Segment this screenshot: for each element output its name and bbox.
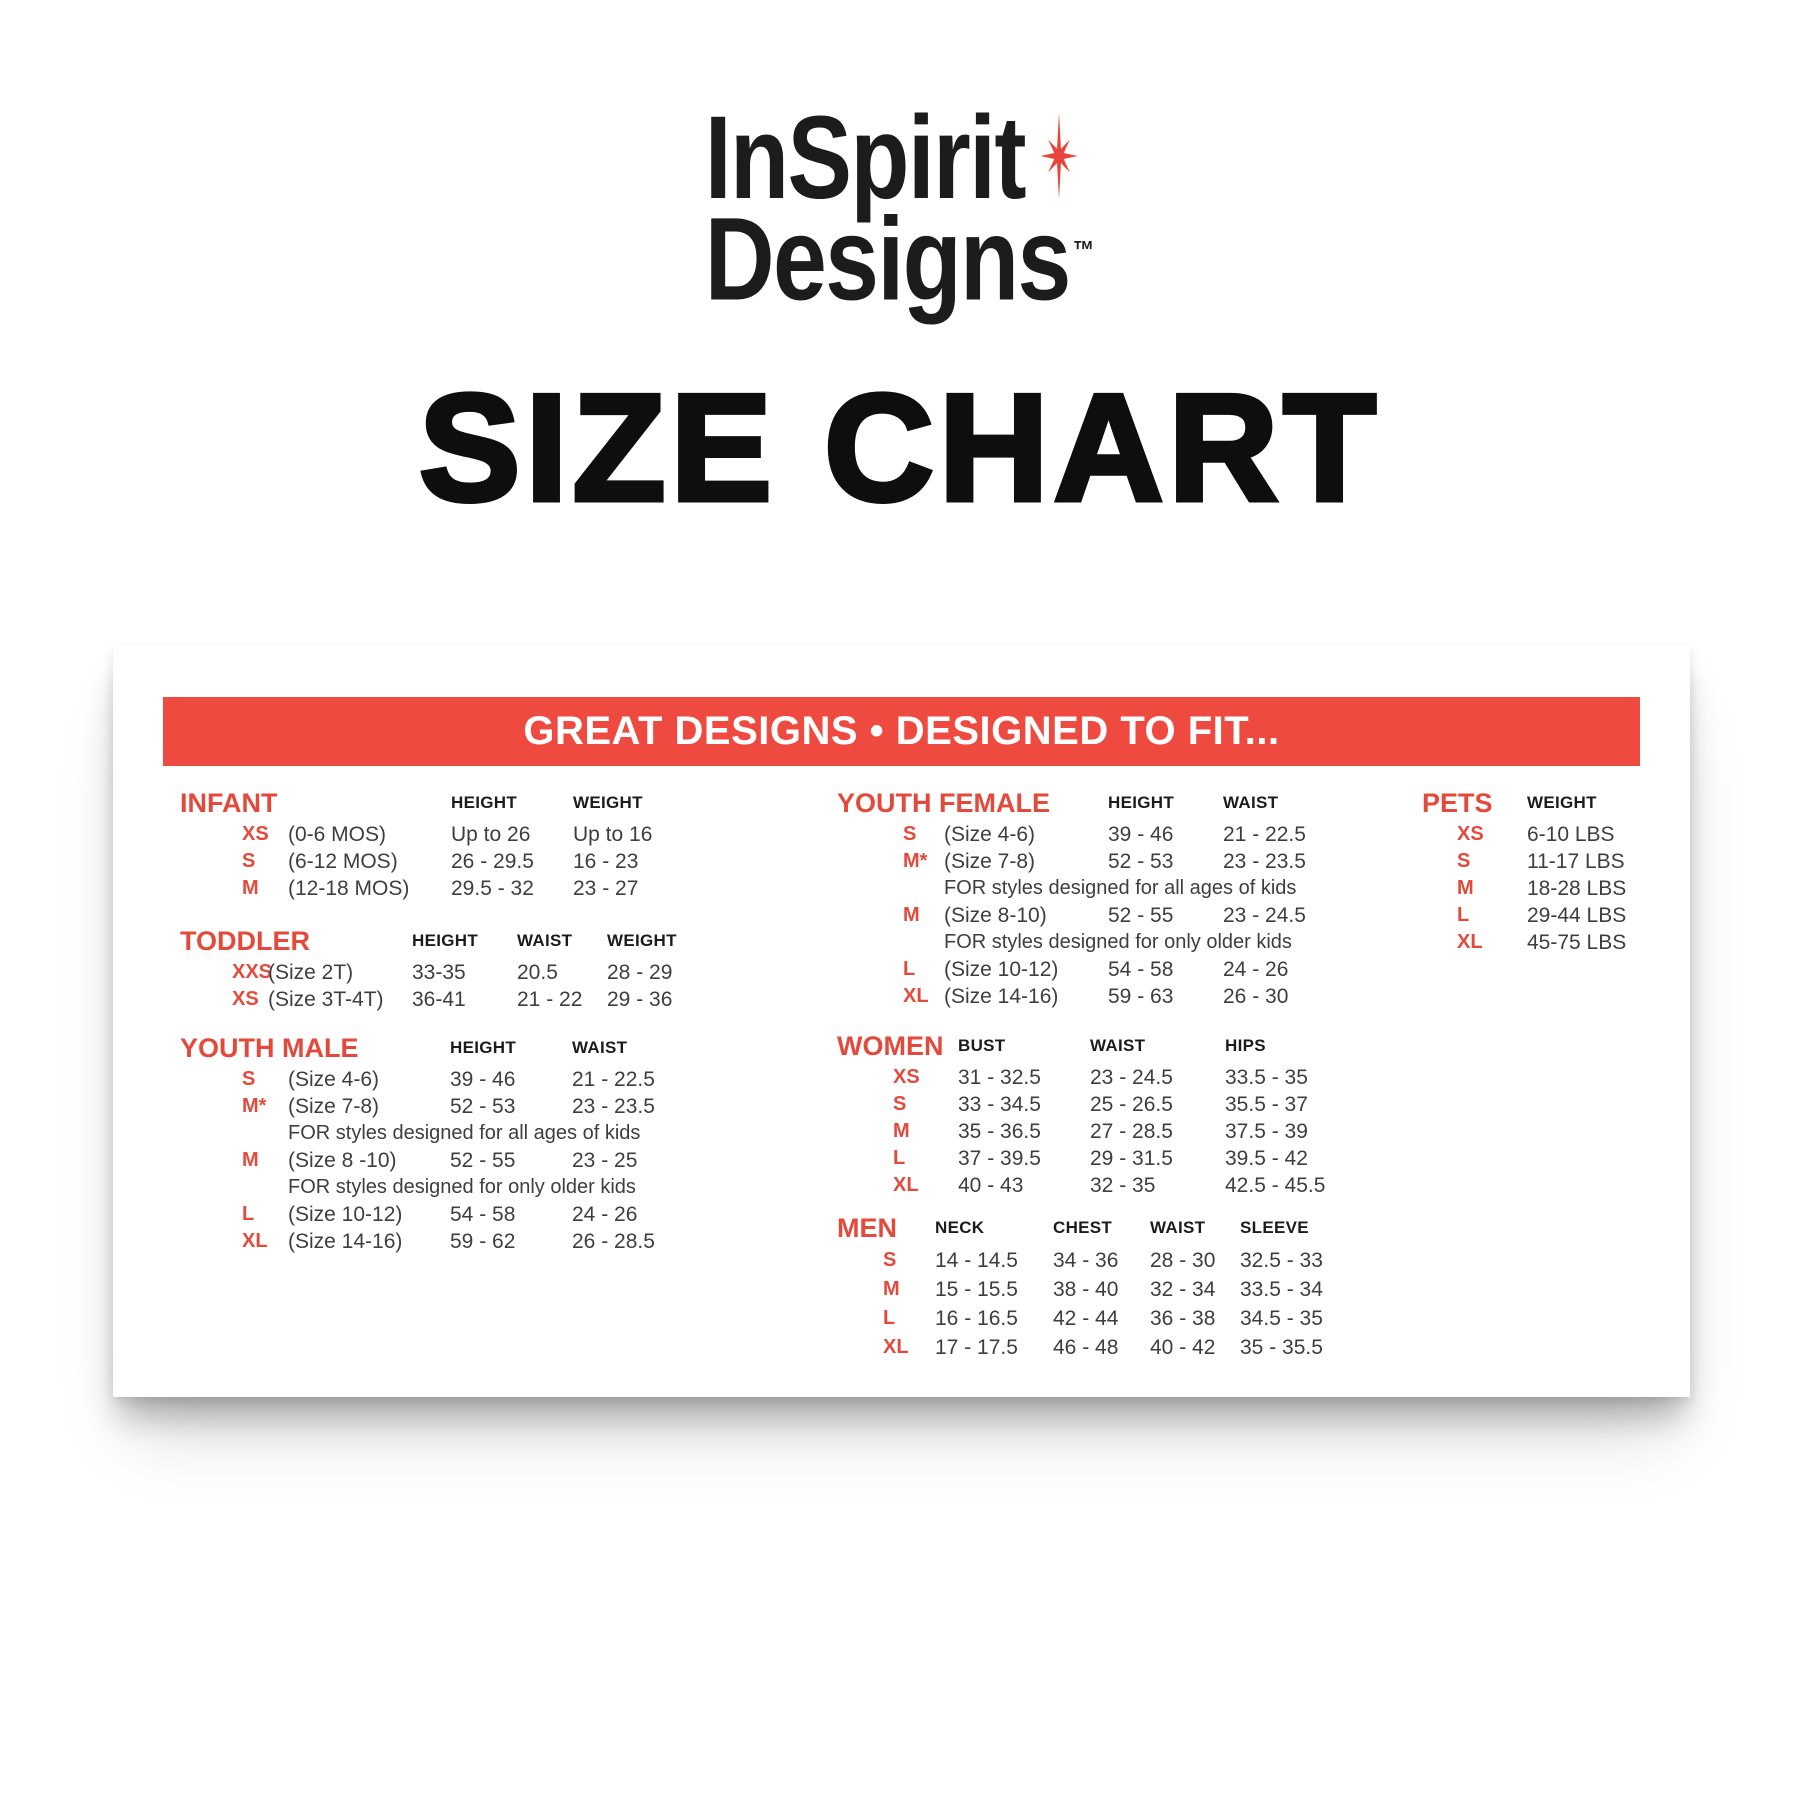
measurement-value: 6-10 LBS <box>1527 822 1615 846</box>
size-description: (6-12 MOS) <box>288 849 398 873</box>
size-label: XL <box>1457 931 1483 953</box>
measurement-value: 11-17 LBS <box>1527 849 1625 873</box>
measurement-value: 23 - 25 <box>572 1148 638 1172</box>
size-label: S <box>1457 850 1471 872</box>
size-label: S <box>883 1249 897 1271</box>
size-description: (12-18 MOS) <box>288 876 410 900</box>
size-label: L <box>242 1203 255 1225</box>
column-header: WAIST <box>1090 1036 1146 1055</box>
column-header: WEIGHT <box>607 931 677 950</box>
logo-line-2 <box>705 193 1095 326</box>
measurement-value: 40 - 43 <box>958 1173 1024 1197</box>
size-label: XS <box>1457 823 1484 845</box>
size-label: XL <box>893 1174 919 1196</box>
section-title: YOUTH MALE <box>180 1032 359 1063</box>
measurement-value: 20.5 <box>517 960 558 984</box>
measurement-value: 23 - 27 <box>573 876 639 900</box>
size-label: M* <box>242 1095 267 1117</box>
measurement-value: 45-75 LBS <box>1527 930 1627 954</box>
measurement-value: 16 - 16.5 <box>935 1306 1018 1330</box>
measurement-value: 38 - 40 <box>1053 1277 1119 1301</box>
column-header: WAIST <box>517 931 573 950</box>
size-label: M <box>883 1278 900 1300</box>
size-description: (Size 10-12) <box>288 1202 403 1226</box>
measurement-value: 32.5 - 33 <box>1240 1248 1323 1272</box>
size-description: (Size 2T) <box>268 960 354 984</box>
measurement-value: 37.5 - 39 <box>1225 1119 1308 1143</box>
trademark-symbol: ™ <box>1073 235 1095 265</box>
measurement-value: 52 - 53 <box>1108 849 1174 873</box>
size-label: XL <box>242 1230 268 1252</box>
measurement-value: 23 - 24.5 <box>1090 1065 1173 1089</box>
measurement-value: 52 - 53 <box>450 1094 516 1118</box>
measurement-value: 16 - 23 <box>573 849 639 873</box>
measurement-value: 59 - 62 <box>450 1229 516 1253</box>
size-label: XS <box>242 823 269 845</box>
measurement-value: 36-41 <box>412 987 466 1011</box>
measurement-value: 31 - 32.5 <box>958 1065 1041 1089</box>
measurement-value: 28 - 30 <box>1150 1248 1216 1272</box>
section-title: YOUTH FEMALE <box>837 787 1050 818</box>
size-description: (Size 8 -10) <box>288 1148 397 1172</box>
measurement-value: 21 - 22.5 <box>572 1067 655 1091</box>
measurement-value: 24 - 26 <box>1223 957 1289 981</box>
column-header: WAIST <box>572 1038 628 1057</box>
size-label: S <box>893 1093 907 1115</box>
size-description: (Size 3T-4T) <box>268 987 384 1011</box>
section-toddler <box>180 923 707 1013</box>
size-label: L <box>893 1147 906 1169</box>
measurement-value: 52 - 55 <box>450 1148 516 1172</box>
measurement-value: 17 - 17.5 <box>935 1335 1018 1359</box>
size-description: (Size 7-8) <box>944 849 1036 873</box>
size-label: M <box>893 1120 910 1142</box>
section-title: PETS <box>1422 787 1493 818</box>
measurement-value: 18-28 LBS <box>1527 876 1627 900</box>
size-label: M <box>903 904 920 926</box>
measurement-value: 32 - 35 <box>1090 1173 1156 1197</box>
size-label: S <box>242 850 256 872</box>
measurement-value: 54 - 58 <box>450 1202 516 1226</box>
size-description: (Size 4-6) <box>944 822 1036 846</box>
section-youth-male <box>180 1030 702 1255</box>
measurement-value: 54 - 58 <box>1108 957 1174 981</box>
measurement-value: 59 - 63 <box>1108 984 1174 1008</box>
column-header: HEIGHT <box>451 793 518 812</box>
fit-note: FOR styles designed for only older kids <box>944 931 1292 953</box>
size-label: S <box>242 1068 256 1090</box>
section-women <box>837 1028 1375 1199</box>
page-title: SIZE CHART <box>419 363 1381 533</box>
logo-wordmark-designs: Designs <box>705 193 1071 326</box>
inspirit-logo-lockup <box>705 92 1095 326</box>
size-label: S <box>903 823 917 845</box>
size-label: M <box>1457 877 1474 899</box>
column-header: SLEEVE <box>1240 1218 1309 1237</box>
measurement-value: Up to 16 <box>573 822 653 846</box>
measurement-value: 40 - 42 <box>1150 1335 1216 1359</box>
measurement-value: 24 - 26 <box>572 1202 638 1226</box>
measurement-value: 42 - 44 <box>1053 1306 1119 1330</box>
measurement-value: 25 - 26.5 <box>1090 1092 1173 1116</box>
fit-note: FOR styles designed for all ages of kids <box>288 1122 641 1144</box>
measurement-value: 33.5 - 34 <box>1240 1277 1323 1301</box>
size-label: XXS <box>232 961 273 983</box>
measurement-value: 39 - 46 <box>450 1067 516 1091</box>
size-description: (0-6 MOS) <box>288 822 387 846</box>
measurement-value: 35 - 35.5 <box>1240 1335 1323 1359</box>
measurement-value: 32 - 34 <box>1150 1277 1216 1301</box>
measurement-value: 14 - 14.5 <box>935 1248 1018 1272</box>
size-label: XS <box>893 1066 920 1088</box>
inspirit-logo <box>0 92 1800 326</box>
section-title: MEN <box>837 1212 897 1243</box>
size-label: L <box>1457 904 1470 926</box>
column-header: CHEST <box>1053 1218 1113 1237</box>
section-title: TODDLER <box>180 925 311 956</box>
section-men <box>837 1210 1390 1362</box>
size-chart-card <box>113 645 1690 1397</box>
measurement-value: 34 - 36 <box>1053 1248 1119 1272</box>
measurement-value: 23 - 23.5 <box>1223 849 1306 873</box>
measurement-value: 29-44 LBS <box>1527 903 1627 927</box>
size-label: L <box>903 958 916 980</box>
measurement-value: 26 - 30 <box>1223 984 1289 1008</box>
measurement-value: 35.5 - 37 <box>1225 1092 1308 1116</box>
measurement-value: 33 - 34.5 <box>958 1092 1041 1116</box>
column-header: WAIST <box>1150 1218 1206 1237</box>
measurement-value: 39 - 46 <box>1108 822 1174 846</box>
size-label: M <box>242 1149 259 1171</box>
column-header: HEIGHT <box>450 1038 517 1057</box>
section-title: INFANT <box>180 787 278 818</box>
measurement-value: Up to 26 <box>451 822 531 846</box>
measurement-value: 21 - 22.5 <box>1223 822 1306 846</box>
measurement-value: 26 - 29.5 <box>451 849 534 873</box>
column-header: BUST <box>958 1036 1006 1055</box>
size-label: L <box>883 1307 896 1329</box>
measurement-value: 42.5 - 45.5 <box>1225 1173 1326 1197</box>
measurement-value: 37 - 39.5 <box>958 1146 1041 1170</box>
measurement-value: 23 - 24.5 <box>1223 903 1306 927</box>
measurement-value: 36 - 38 <box>1150 1306 1216 1330</box>
measurement-value: 27 - 28.5 <box>1090 1119 1173 1143</box>
section-youth-female <box>837 785 1353 1010</box>
measurement-value: 29 - 36 <box>607 987 673 1011</box>
column-header: WAIST <box>1223 793 1279 812</box>
measurement-value: 29.5 - 32 <box>451 876 534 900</box>
measurement-value: 52 - 55 <box>1108 903 1174 927</box>
column-header: NECK <box>935 1218 985 1237</box>
size-label: XL <box>903 985 929 1007</box>
measurement-value: 39.5 - 42 <box>1225 1146 1308 1170</box>
size-description: (Size 7-8) <box>288 1094 380 1118</box>
size-label: XS <box>232 988 259 1010</box>
fit-note: FOR styles designed for all ages of kids <box>944 877 1297 899</box>
measurement-value: 28 - 29 <box>607 960 673 984</box>
size-label: M <box>242 877 259 899</box>
fit-note: FOR styles designed for only older kids <box>288 1176 636 1198</box>
column-header: HEIGHT <box>1108 793 1175 812</box>
section-infant <box>180 785 703 902</box>
column-header: HIPS <box>1225 1036 1266 1055</box>
size-label: M* <box>903 850 928 872</box>
size-description: (Size 4-6) <box>288 1067 380 1091</box>
size-description: (Size 10-12) <box>944 957 1059 981</box>
column-header: HEIGHT <box>412 931 479 950</box>
banner-headline: GREAT DESIGNS • DESIGNED TO FIT... <box>163 697 1640 766</box>
section-title: WOMEN <box>837 1030 944 1061</box>
measurement-value: 15 - 15.5 <box>935 1277 1018 1301</box>
measurement-value: 23 - 23.5 <box>572 1094 655 1118</box>
section-pets <box>1422 785 1687 956</box>
measurement-value: 33-35 <box>412 960 466 984</box>
column-header: WEIGHT <box>573 793 643 812</box>
logo-wordmark-inspirit: InSpirit <box>705 92 1026 224</box>
measurement-value: 35 - 36.5 <box>958 1119 1041 1143</box>
measurement-value: 29 - 31.5 <box>1090 1146 1173 1170</box>
measurement-value: 26 - 28.5 <box>572 1229 655 1253</box>
size-description: (Size 14-16) <box>944 984 1059 1008</box>
column-header: WEIGHT <box>1527 793 1597 812</box>
measurement-value: 34.5 - 35 <box>1240 1306 1323 1330</box>
measurement-value: 33.5 - 35 <box>1225 1065 1308 1089</box>
sparkle-star-icon <box>1034 109 1086 203</box>
size-description: (Size 8-10) <box>944 903 1047 927</box>
size-description: (Size 14-16) <box>288 1229 403 1253</box>
measurement-value: 21 - 22 <box>517 987 583 1011</box>
logo-line-1 <box>705 92 1095 224</box>
size-label: XL <box>883 1336 909 1358</box>
measurement-value: 46 - 48 <box>1053 1335 1119 1359</box>
